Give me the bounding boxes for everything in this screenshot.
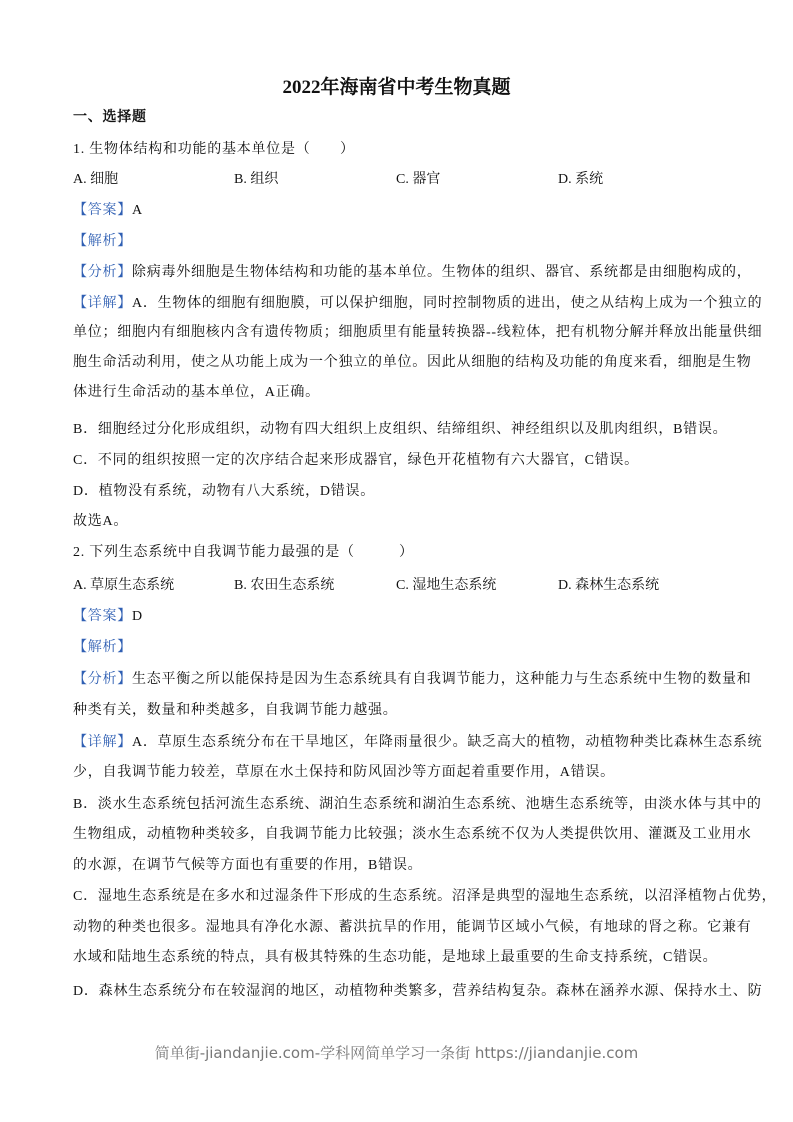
explanation-line <box>73 482 375 502</box>
explanation-text: 故选A。 <box>73 514 129 529</box>
explanation-line <box>73 294 762 314</box>
footer-watermark: 简单街-jiandanjie.com-学科网简单学习一条街 https://jiandanjie.com <box>154 1044 639 1062</box>
explanation-line <box>73 856 422 876</box>
explanation-text: C．不同的组织按照一定的次序结合起来形成器官，绿色开花植物有六大器官，C错误。 <box>73 453 639 468</box>
explanation-text: 体进行生命活动的基本单位，A正确。 <box>73 385 320 400</box>
explanation-text: A．生物体的细胞有细胞膜，可以保护细胞，同时控制物质的进出，使之从结构上成为一个独立的 <box>132 296 763 311</box>
explanation-text: D．植物没有系统，动物有八大系统，D错误。 <box>73 484 375 499</box>
answer-tag: 【答案】 <box>73 203 132 218</box>
explanation-line <box>73 825 752 845</box>
q2-analysis-tag: 【解析】 <box>73 640 132 655</box>
section-heading: 一、选择题 <box>73 110 147 125</box>
q1-option-d: D. 系统 <box>558 172 604 187</box>
q2-answer <box>73 607 143 627</box>
q1-option-b: B. 组织 <box>234 172 279 187</box>
explanation-text: 单位；细胞内有细胞核内含有遗传物质；细胞质里有能量转换器--线粒体，把有机物分解并释放出能量供细 <box>73 325 763 340</box>
explanation-line <box>73 918 752 938</box>
explanation-text: 的水源，在调节气候等方面也有重要的作用，B错误。 <box>73 858 423 873</box>
explanation-tag: 【分析】 <box>73 672 132 687</box>
q2-option-c: C. 湿地生态系统 <box>396 578 497 593</box>
explanation-text: D．森林生态系统分布在较湿润的地区，动植物种类繁多，营养结构复杂。森林在涵养水源、保持水土、防 <box>73 984 763 999</box>
explanation-tag: 【详解】 <box>73 735 132 750</box>
explanation-line <box>73 451 639 471</box>
explanation-line <box>73 353 752 373</box>
explanation-text: A．草原生态系统分布在干旱地区，年降雨量很少。缺乏高大的植物，动植物种类比森林生态系统 <box>132 735 763 750</box>
explanation-text: 种类有关，数量和种类越多，自我调节能力越强。 <box>73 703 398 718</box>
explanation-line <box>73 420 727 440</box>
document-title: 2022年海南省中考生物真题 <box>282 77 511 98</box>
explanation-line <box>73 795 762 815</box>
question-1-stem: 1. 生物体结构和功能的基本单位是（ ） <box>73 142 355 157</box>
explanation-tag: 【详解】 <box>73 296 132 311</box>
question-2-stem: 2. 下列生态系统中自我调节能力最强的是（ ） <box>73 545 414 560</box>
q2-option-d: D. 森林生态系统 <box>558 578 660 593</box>
explanation-text: 除病毒外细胞是生物体结构和功能的基本单位。生物体的组织、器官、系统都是由细胞构成的， <box>132 265 752 280</box>
explanation-line <box>73 670 752 690</box>
explanation-text: 生态平衡之所以能保持是因为生态系统具有自我调节能力，这种能力与生态系统中生物的数量和 <box>132 672 752 687</box>
explanation-text: 生物组成，动植物种类较多，自我调节能力比较强；淡水生态系统不仅为人类提供饮用、灌溉及工业用水 <box>73 827 752 842</box>
explanation-line <box>73 982 762 1002</box>
explanation-line <box>73 383 320 403</box>
explanation-line <box>73 701 398 721</box>
q2-option-a: A. 草原生态系统 <box>73 578 175 593</box>
answer-value: D <box>132 609 143 624</box>
explanation-text: C．湿地生态系统是在多水和过湿条件下形成的生态系统。沼泽是典型的湿地生态系统，以沼泽植物占优势， <box>73 889 777 904</box>
explanation-line <box>73 887 776 907</box>
explanation-line <box>73 763 615 783</box>
explanation-line <box>73 323 762 343</box>
explanation-text: 少，自我调节能力较差，草原在水土保持和防风固沙等方面起着重要作用，A错误。 <box>73 765 615 780</box>
explanation-text: B．细胞经过分化形成组织，动物有四大组织上皮组织、结缔组织、神经组织以及肌肉组织，B错误。 <box>73 422 728 437</box>
explanation-line <box>73 263 752 283</box>
explanation-text: 动物的种类也很多。湿地具有净化水源、蓄洪抗旱的作用，能调节区域小气候，有地球的肾之称。它兼有 <box>73 920 752 935</box>
answer-tag: 【答案】 <box>73 609 132 624</box>
q1-analysis-tag: 【解析】 <box>73 234 132 249</box>
answer-value: A <box>132 203 143 218</box>
q1-option-c: C. 器官 <box>396 172 441 187</box>
q2-option-b: B. 农田生态系统 <box>234 578 335 593</box>
explanation-text: 水域和陆地生态系统的特点，具有极其特殊的生态功能，是地球上最重要的生命支持系统，C错误。 <box>73 950 718 965</box>
q1-option-a: A. 细胞 <box>73 172 119 187</box>
explanation-text: B．淡水生态系统包括河流生态系统、湖泊生态系统和湖泊生态系统、池塘生态系统等，由淡水体与其中的 <box>73 797 762 812</box>
q1-answer <box>73 201 143 221</box>
explanation-line <box>73 733 762 753</box>
explanation-line <box>73 948 717 968</box>
explanation-text: 胞生命活动利用，使之从功能上成为一个独立的单位。因此从细胞的结构及功能的角度来看，细胞是生物 <box>73 355 752 370</box>
explanation-line <box>73 512 128 532</box>
explanation-tag: 【分析】 <box>73 265 132 280</box>
